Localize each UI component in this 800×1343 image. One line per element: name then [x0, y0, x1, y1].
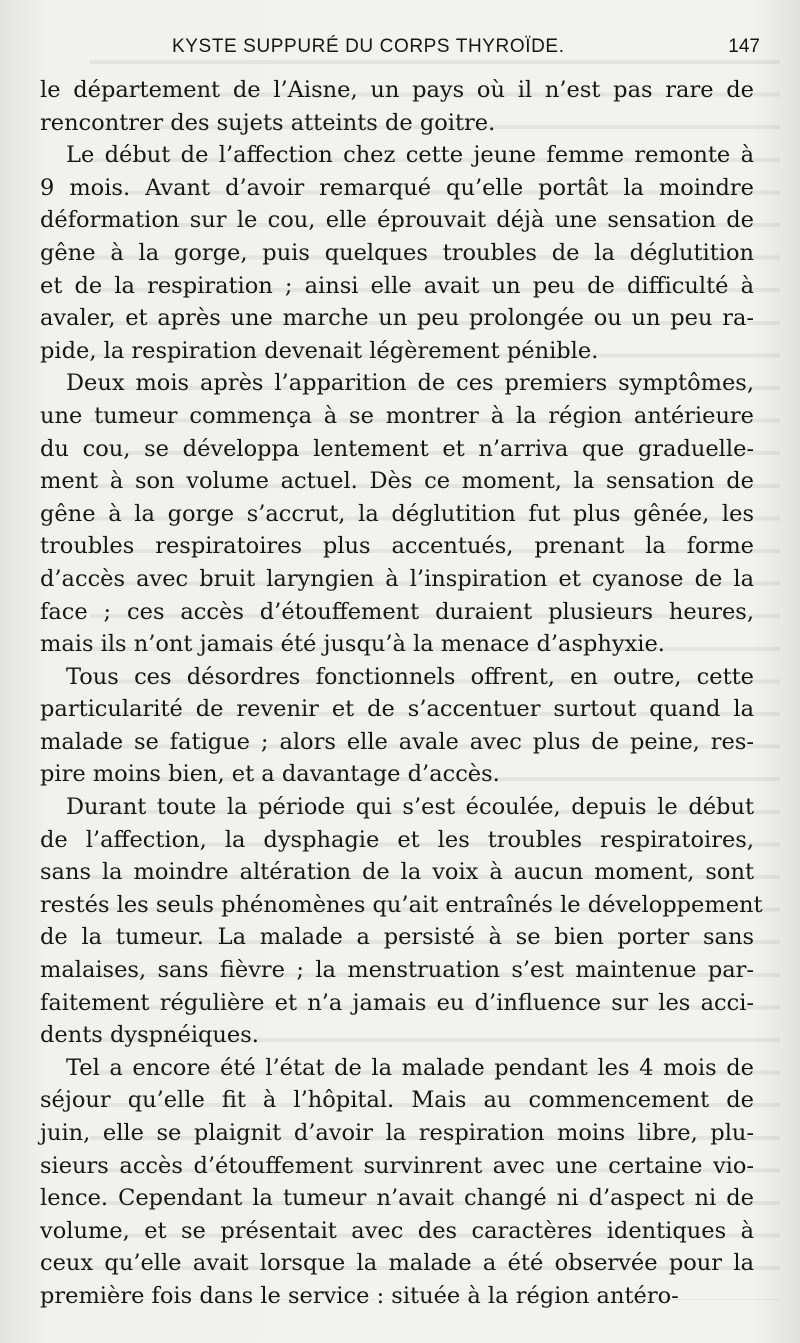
text-line: du cou, se développa lentement et n’arriva que graduelle- [40, 435, 754, 462]
page-body [40, 74, 763, 1313]
text-line: Le début de l’affection chez cette jeune femme remonte à [66, 142, 754, 169]
text-line: le département de l’Aisne, un pays où il n’est pas rare de [40, 77, 754, 103]
text-line: de l’affection, la dysphagie et les troubles respiratoires, [40, 826, 754, 853]
text-line: malade se fatigue ; alors elle avale avec plus de peine, res- [40, 728, 754, 755]
text-line: et de la respiration ; ainsi elle avait un peu de difficulté à [40, 272, 754, 299]
text-line: déformation sur le cou, elle éprouvait déjà une sensation de [40, 207, 754, 234]
text-line: Tel a encore été l’état de la malade pendant les 4 mois de [66, 1054, 754, 1081]
text-line: ment à son volume actuel. Dès ce moment, la sensation de [40, 468, 754, 495]
text-line: sieurs accès d’étouffement survinrent avec une certaine vio- [40, 1152, 754, 1179]
text-line: première fois dans le service : située à la région antéro- [40, 1282, 679, 1309]
text-line: pire moins bien, et a davantage d’accès. [40, 761, 500, 788]
text-line: 9 mois. Avant d’avoir remarqué qu’elle portât la moindre [40, 174, 754, 201]
text-line: juin, elle se plaignit d’avoir la respiration moins libre, plu- [40, 1120, 754, 1146]
text-line: gêne à la gorge, puis quelques troubles de la déglutition [40, 239, 754, 266]
text-line: gêne à la gorge s’accrut, la déglutition fut plus gênée, les [40, 500, 754, 527]
text-line: dents dyspnéiques. [40, 1022, 259, 1049]
text-line: Tous ces désordres fonctionnels offrent, en outre, cette [66, 663, 754, 690]
text-line: faitement régulière et n’a jamais eu d’influence sur les acci- [40, 989, 754, 1016]
text-line: rencontrer des sujets atteints de goitre. [40, 109, 496, 136]
text-line: mais ils n’ont jamais été jusqu’à la menace d’asphyxie. [40, 631, 665, 658]
paragraph [40, 74, 754, 139]
page-header [0, 36, 800, 66]
text-line: particularité de revenir et de s’accentuer surtout quand la [40, 696, 754, 723]
paragraph [40, 1052, 754, 1313]
text-line: ceux qu’elle avait lorsque la malade a été observée pour la [40, 1250, 754, 1277]
paragraph [40, 139, 754, 367]
text-line: malaises, sans fièvre ; la menstruation s’est maintenue par- [40, 957, 754, 984]
text-line: face ; ces accès d’étouffement duraient plusieurs heures, [40, 598, 754, 625]
text-line: pide, la respiration devenait légèrement pénible. [40, 337, 599, 364]
text-line: séjour qu’elle fit à l’hôpital. Mais au commencement de [40, 1087, 754, 1114]
text-line: une tumeur commença à se montrer à la région antérieure [40, 402, 754, 429]
text-line: lence. Cependant la tumeur n’avait changé ni d’aspect ni de [40, 1185, 754, 1212]
paragraph [40, 791, 763, 1052]
text-line: sans la moindre altération de la voix à aucun moment, sont [40, 859, 754, 886]
text-line: restés les seuls phénomènes qu’ait entraînés le développement [40, 891, 763, 918]
text-line: avaler, et après une marche un peu prolongée ou un peu ra- [40, 305, 754, 332]
running-title: KYSTE SUPPURÉ DU CORPS THYROÏDE. [172, 36, 565, 57]
text-line: Deux mois après l’apparition de ces premiers symptômes, [66, 370, 754, 397]
text-line: d’accès avec bruit laryngien à l’inspiration et cyanose de la [40, 565, 754, 592]
text-line: volume, et se présentait avec des caractères identiques à [40, 1217, 754, 1244]
paragraph [40, 661, 754, 791]
paragraph [40, 367, 754, 660]
page-number: 147 [728, 36, 760, 57]
text-line: Durant toute la période qui s’est écoulée, depuis le début [66, 794, 754, 821]
text-line: troubles respiratoires plus accentués, prenant la forme [40, 533, 754, 560]
text-line: de la tumeur. La malade a persisté à se bien porter sans [40, 924, 754, 951]
